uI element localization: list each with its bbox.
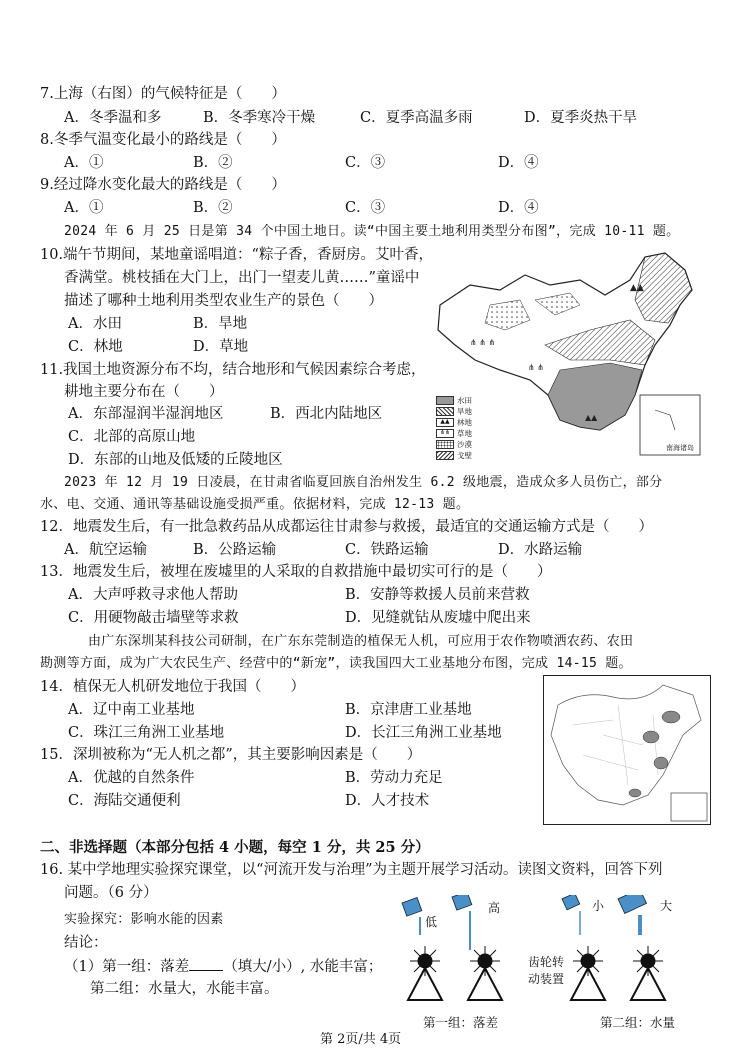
q10-option-d: D．草地 <box>193 339 249 355</box>
q15-option-a: A．优越的自然条件 <box>68 770 195 786</box>
q10-option-a: A．水田 <box>68 316 122 332</box>
industrial-base-map <box>543 675 711 825</box>
q12-option-a: A．航空运输 <box>64 542 147 558</box>
intro-12-13-line1: 2023 年 12 月 19 日凌晨，在甘肃省临夏回族自治州发生 6.2 级地震，造成众多人员伤亡，部分 <box>64 475 663 490</box>
industrial-base-map-svg <box>543 675 711 825</box>
legend-grassland: ⋔⋔ 草地 <box>436 428 472 439</box>
q7-option-a: A．冬季温和多 <box>64 110 162 126</box>
q8-option-b: B．② <box>193 155 233 171</box>
q11-line1: 11.我国土地资源分布不均，结合地形和气候因素综合考虑， <box>40 362 426 378</box>
q11-option-c: C．北部的高原山地 <box>68 429 196 445</box>
q12-option-b: B．公路运输 <box>193 542 277 558</box>
q9-option-c: C．③ <box>345 200 386 216</box>
legend-dryland: 旱地 <box>436 406 472 417</box>
answer-blank[interactable] <box>189 956 223 971</box>
legend-paddy: 水田 <box>436 395 472 406</box>
q7-stem: 7.上海（右图）的气候特征是（ ） <box>40 86 286 102</box>
water-energy-experiment-figure <box>390 895 715 1035</box>
q10-line1: 10.端午节期间，某地童谣唱道：“粽子香，香厨房。艾叶香， <box>40 247 433 263</box>
q7-option-c: C．夏季高温多雨 <box>360 110 473 126</box>
q7-option-d: D．夏季炎热干旱 <box>524 110 638 126</box>
q11-option-b: B．西北内陆地区 <box>270 406 383 422</box>
q11-line2: 耕地主要分布在（ ） <box>64 384 224 400</box>
q11-option-d: D．东部的山地及低矮的丘陵地区 <box>68 452 283 468</box>
q15-option-c: C．海陆交通便利 <box>68 793 181 809</box>
land-use-map-svg <box>430 245 715 460</box>
svg-text:⋔ ⋔ ⋔: ⋔ ⋔ ⋔ <box>470 338 496 347</box>
q12-option-d: D．水路运输 <box>498 542 583 558</box>
intro-14-15-line2: 勘测等方面，成为广大农民生产、经营中的“新宠”，读我国四大工业基地分布图，完成 14-15 题。 <box>40 656 632 671</box>
q16-conclusion-label: 结论： <box>64 935 108 951</box>
q12-option-c: C．铁路运输 <box>345 542 429 558</box>
legend-gobi: 戈壁 <box>436 450 472 461</box>
inset-label: 南海诸岛 <box>666 444 694 452</box>
q14-option-b: B．京津唐工业基地 <box>345 702 472 718</box>
q13-option-c: C．用硬物敲击墙壁等求救 <box>68 610 239 626</box>
q8-option-c: C．③ <box>345 155 386 171</box>
gear-label-2: 动装置 <box>528 972 565 986</box>
q13-option-a: A．大声呼救寻求他人帮助 <box>68 587 238 603</box>
q9-option-a: A．① <box>64 200 104 216</box>
section-2-title: 二、非选择题（本部分包括 4 小题，每空 1 分，共 25 分） <box>40 839 430 856</box>
q14-option-d: D．长江三角洲工业基地 <box>345 725 502 741</box>
group-1-caption: 第一组：落差 <box>423 1015 499 1030</box>
q15-stem: 15．深圳被称为“无人机之都”，其主要影响因素是（ ） <box>40 747 422 763</box>
q15-option-b: B．劳动力充足 <box>345 770 443 786</box>
q7-option-b: B．冬季寒冷干燥 <box>203 110 316 126</box>
q8-option-d: D．④ <box>498 155 539 171</box>
q10-line2: 香满堂。桃枝插在大门上，出门一望麦儿黄……”童谣中 <box>64 270 420 286</box>
intro-14-15-line1: 由广东深圳某科技公司研制，在广东东莞制造的植保无人机，可应用于农作物喷洒农药、农田 <box>88 634 634 649</box>
q9-option-b: B．② <box>193 200 233 216</box>
q10-option-b: B．旱地 <box>193 316 248 332</box>
intro-12-13-line2: 水、电、交通、通讯等基础设施受损严重。依据材料，完成 12-13 题。 <box>40 497 470 512</box>
q10-option-c: C．林地 <box>68 339 123 355</box>
q15-option-d: D．人才技术 <box>345 793 430 809</box>
svg-text:▲▲: ▲▲ <box>630 283 644 293</box>
q16-experiment-title: 实验探究：影响水能的因素 <box>64 912 224 927</box>
q9-stem: 9.经过降水变化最大的路线是（ ） <box>40 177 286 193</box>
q8-stem: 8.冬季气温变化最小的路线是（ ） <box>40 132 286 148</box>
q16-conclusion-1: （1）第一组：落差 （填大/小）, 水能丰富； <box>64 956 382 977</box>
q11-option-a: A．东部湿润半湿润地区 <box>68 406 224 422</box>
gear-label-1: 齿轮转 <box>528 955 565 969</box>
q14-option-a: A．辽中南工业基地 <box>68 702 195 718</box>
label-low: 低 <box>425 915 438 929</box>
group-2-caption: 第二组：水量 <box>600 1015 676 1030</box>
q9-option-d: D．④ <box>498 200 539 216</box>
q16-line2: 问题。（6 分） <box>64 885 158 901</box>
svg-text:⋔ ⋔: ⋔ ⋔ <box>528 363 544 372</box>
svg-text:▲▲: ▲▲ <box>585 413 598 422</box>
q16-line1: 16. 某中学地理实验探究课堂，以“河流开发与治理”为主题开展学习活动。读图文资料，回答下列 <box>40 862 663 878</box>
label-high: 高 <box>488 901 501 915</box>
q12-stem: 12．地震发生后，有一批急救药品从成都运往甘肃参与救援，最适宜的交通运输方式是（ ） <box>40 519 653 535</box>
legend-forest: ▲▲ 林地 <box>436 417 472 428</box>
label-big: 大 <box>660 899 673 913</box>
q13-option-b: B．安静等救援人员前来营救 <box>345 587 530 603</box>
q14-stem: 14．植保无人机研发地位于我国（ ） <box>40 679 305 695</box>
intro-10-11: 2024 年 6 月 25 日是第 34 个中国土地日。读“中国主要土地利用类型分布图”，完成 10-11 题。 <box>64 224 680 239</box>
q8-option-a: A．① <box>64 155 104 171</box>
q16-conclusion-2: 第二组：水量大，水能丰富。 <box>90 981 279 997</box>
q10-line3: 描述了哪种土地利用类型农业生产的景色（ ） <box>64 293 383 309</box>
q14-option-c: C．珠江三角洲工业基地 <box>68 725 225 741</box>
label-small: 小 <box>592 899 605 913</box>
q13-option-d: D．见缝就钻从废墟中爬出来 <box>345 610 531 626</box>
legend-desert: 沙漠 <box>436 439 472 450</box>
page-footer: 第 2页/共 4页 <box>320 1032 402 1047</box>
q13-stem: 13．地震发生后，被埋在废墟里的人采取的自救措施中最切实可行的是（ ） <box>40 564 552 580</box>
land-use-map <box>430 245 715 460</box>
